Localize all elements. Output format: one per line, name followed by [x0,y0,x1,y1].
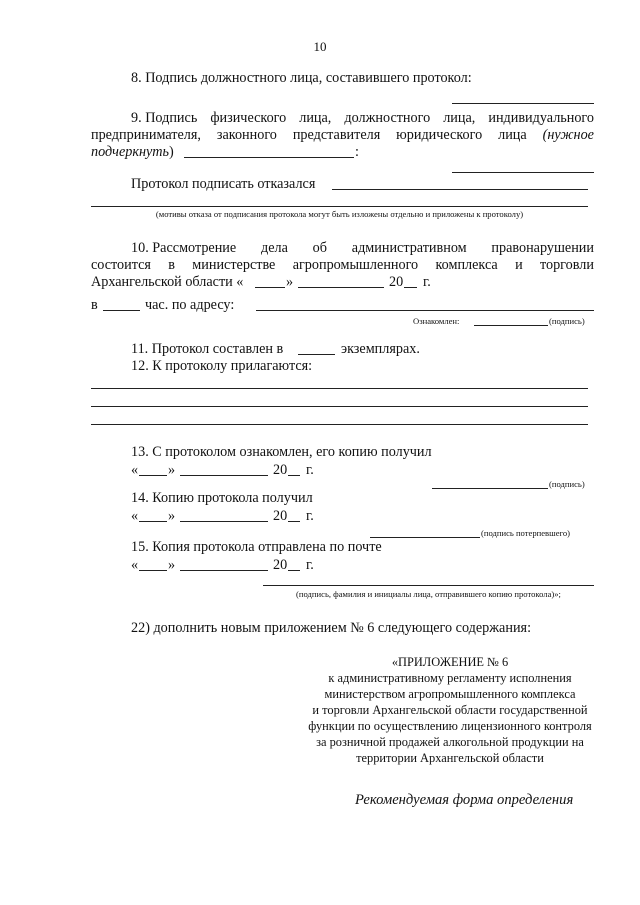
refusal-caption: (мотивы отказа от подписания протокола могут быть изложены отдельно и приложены к протоколу) [155,209,524,219]
appendix-line: к административному регламенту исполнения [328,671,572,685]
item10-word: дела [260,240,288,256]
item12-line [91,388,588,389]
item9-underline-hint: подчеркнуть [91,144,170,160]
item10-line3-a: Архангельской области « [91,274,244,290]
item10-day-line [255,287,285,288]
item9-word: 9. Подпись [131,110,198,126]
item8-signature-line [452,103,594,104]
item9-signature-line [452,172,594,173]
item10-word: в [168,257,175,273]
item10-word: об [312,240,327,256]
item10-word: и [515,257,523,273]
item11-text-b: экземплярах. [341,341,420,357]
item10-line4-b: час. по адресу: [145,297,235,313]
item10-year [389,274,403,291]
item10-hour-line [103,310,140,311]
item10-word: агропромышленного [292,257,419,273]
item10-month-line [298,287,384,288]
item14-text: 14. Копию протокола получил [131,490,313,506]
refusal-label: Протокол подписать отказался [131,176,316,192]
appendix-line: министерством агропромышленного комплекса [324,687,576,701]
item9-word: индивидуального [488,110,594,126]
item10-line2 [91,257,594,274]
item14-month-line [180,521,268,522]
item14-signature-line [370,537,480,538]
item14-open-quote: « [131,508,139,524]
item9-word: (нужное [542,127,594,143]
item13-text: 13. С протоколом ознакомлен, его копию получил [131,444,432,460]
item10-word: административном [351,240,467,256]
item10-word: торговли [539,257,594,273]
refusal-full-line [91,206,588,207]
item10-word: правонарушении [491,240,594,256]
item8-text: 8. Подпись должностного лица, составившего протокол: [131,70,472,86]
page-number: 10 [313,39,327,54]
item14-year: 20 [273,508,288,524]
item14-g: г. [306,508,314,524]
item10-year-suffix: г. [423,274,431,290]
item15-month-line [180,570,268,571]
item14-close-quote: » [168,508,176,524]
item10-address-line [256,310,594,311]
item14-year-line [288,521,300,522]
item15-year: 20 [273,557,288,573]
item9-line3 [91,144,174,161]
item13-open-quote: « [131,462,139,478]
item13-year-line [288,475,300,476]
item13-month-line [180,475,268,476]
item10-acquainted: Ознакомлен: [413,316,460,326]
item12-text: 12. К протоколу прилагаются: [131,358,313,374]
item13-caption: (подпись) [549,479,585,489]
item11-text-a: 11. Протокол составлен в [131,341,284,357]
item10-signature: (подпись) [549,316,585,326]
item9-word: предпринимателя, [91,127,201,143]
item15-day-line [139,570,167,571]
item15-year-line [288,570,300,571]
item9-word: физического [210,110,287,126]
item14-day-line [139,521,167,522]
item9-word: законного [216,127,277,143]
appendix-line: «ПРИЛОЖЕНИЕ № 6 [391,655,509,669]
item10-year-prefix: 20 [389,274,404,290]
appendix-line: за розничной продажей алкогольной продукции на [316,735,584,749]
item13-close-quote: » [168,462,176,478]
item10-year-line [404,287,417,288]
item13-signature-line [432,488,548,489]
item15-signature-line [263,585,594,586]
item10-word: состоится [91,257,151,273]
item10-acquainted-line [474,325,548,326]
item9-word: лица, [443,110,476,126]
item12-line [91,424,588,425]
item10-word: комплекса [435,257,498,273]
item9-word: представителя [292,127,381,143]
item15-text: 15. Копия протокола отправлена по почте [131,539,382,555]
item10-line1 [131,240,594,257]
item9-line2 [91,127,594,144]
item15-g: г. [306,557,314,573]
item15-caption: (подпись, фамилия и инициалы лица, отправившего копию протокола)»; [296,589,561,599]
appendix-line: и торговли Архангельской области государственной [312,703,588,717]
item9-paren: ) [169,144,174,160]
item9-line1 [131,110,594,127]
appendix-line: функции по осуществлению лицензионного контроля [308,719,592,733]
item9-inline-line [184,157,354,158]
item9-word: лица, [299,110,332,126]
item9-word: юридического [396,127,483,143]
item10-word: 10. Рассмотрение [131,240,237,256]
item9-colon: : [355,144,359,160]
item14-caption: (подпись потерпевшего) [481,528,570,538]
item9-word: должностного [344,110,431,126]
item12-line [91,406,588,407]
item10-line4-a: в [91,297,98,313]
item10-word: министерстве [192,257,276,273]
appendix-line: территории Архангельской области [356,751,544,765]
item10-line3-b: » [286,274,294,290]
item9-word: лица [498,127,527,143]
item15-close-quote: » [168,557,176,573]
item11-copies-line [298,354,335,355]
item13-year: 20 [273,462,288,478]
form-title: Рекомендуемая форма определения [355,792,574,808]
item15-open-quote: « [131,557,139,573]
item13-day-line [139,475,167,476]
appendix-header [300,654,600,766]
item22-text: 22) дополнить новым приложением № 6 следующего содержания: [131,620,532,636]
refusal-line [332,189,588,190]
item13-g: г. [306,462,314,478]
